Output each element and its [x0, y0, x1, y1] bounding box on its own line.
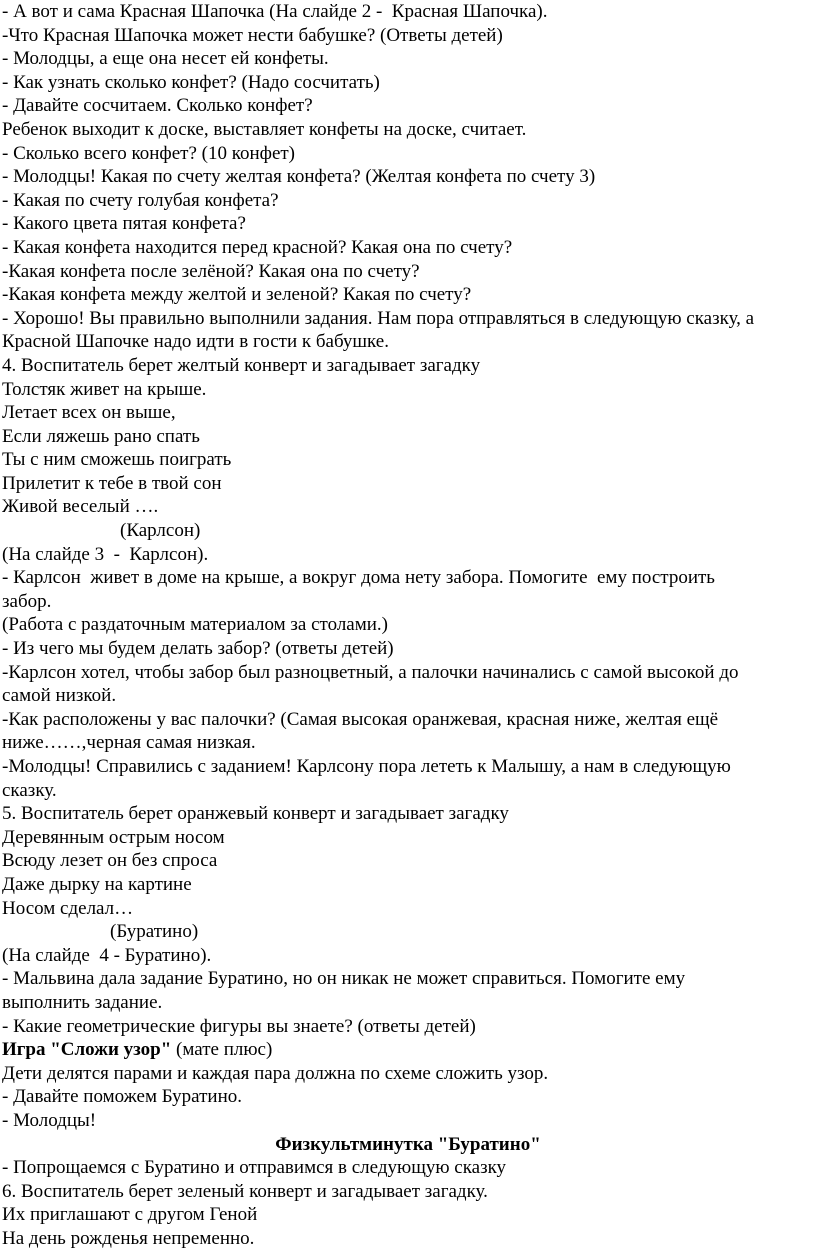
riddle-line: На день рожденья непременно.: [2, 1227, 255, 1249]
text-line: - Мальвина дала задание Буратино, но он никак не может справиться. Помогите ему: [2, 968, 686, 990]
text-line: - Карлсон живет в доме на крыше, а вокруг дома нету забора. Помогите ему построить: [2, 567, 715, 589]
text-line: - Давайте поможем Буратино.: [2, 1086, 242, 1108]
text-line: сказку.: [2, 779, 57, 801]
section-heading: Физкультминутка "Буратино": [275, 1133, 541, 1155]
text-line: -Как расположены у вас палочки? (Самая высокая оранжевая, красная ниже, желтая ещё: [2, 708, 719, 730]
text-line: (Работа с раздаточным материалом за столами.): [2, 614, 389, 636]
text-line: - Какие геометрические фигуры вы знаете? (ответы детей): [2, 1015, 476, 1037]
text-line: - Сколько всего конфет? (10 конфет): [2, 142, 296, 164]
text-line: 6. Воспитатель берет зеленый конверт и загадывает загадку.: [2, 1180, 488, 1202]
text-line: -Что Красная Шапочка может нести бабушке? (Ответы детей): [2, 24, 503, 46]
text-line: Красной Шапочке надо идти в гости к бабушке.: [2, 331, 389, 353]
riddle-line: Толстяк живет на крыше.: [2, 378, 207, 400]
game-note: (мате плюс): [171, 1039, 273, 1061]
text-line: - Попрощаемся с Буратино и отправимся в следующую сказку: [2, 1157, 507, 1179]
riddle-line: Всюду лезет он без спроса: [2, 850, 218, 872]
game-title: Игра "Сложи узор": [2, 1039, 172, 1061]
text-line: - Молодцы, а еще она несет ей конфеты.: [2, 48, 329, 70]
text-line: -Какая конфета после зелёной? Какая она по счету?: [2, 260, 420, 282]
text-line: - Из чего мы будем делать забор? (ответы детей): [2, 638, 394, 660]
text-line: 5. Воспитатель берет оранжевый конверт и загадывает загадку: [2, 803, 509, 825]
text-line: (На слайде 3 - Карлсон).: [2, 543, 209, 565]
text-line: - Какая по счету голубая конфета?: [2, 189, 279, 211]
text-line: - Молодцы! Какая по счету желтая конфета? (Желтая конфета по счету 3): [2, 166, 596, 188]
riddle-line: Даже дырку на картине: [2, 873, 192, 895]
text-line: -Какая конфета между желтой и зеленой? Какая по счету?: [2, 284, 472, 306]
text-line: -Карлсон хотел, чтобы забор был разноцветный, а палочки начинались с самой высокой до: [2, 661, 739, 683]
riddle-answer: (Буратино): [110, 921, 199, 943]
text-line: - Молодцы!: [2, 1109, 97, 1131]
text-line: Дети делятся парами и каждая пара должна по схеме сложить узор.: [2, 1062, 549, 1084]
riddle-line: Если ляжешь рано спать: [2, 425, 200, 447]
text-line: (На слайде 4 - Буратино).: [2, 944, 212, 966]
riddle-line: Их приглашают с другом Геной: [2, 1204, 258, 1226]
riddle-line: Прилетит к тебе в твой сон: [2, 472, 222, 494]
text-line: - Какого цвета пятая конфета?: [2, 213, 246, 235]
riddle-line: Носом сделал…: [2, 897, 134, 919]
text-line: - Давайте сосчитаем. Сколько конфет?: [2, 95, 313, 117]
text-line: - Хорошо! Вы правильно выполнили задания. Нам пора отправляться в следующую сказку, а: [2, 307, 755, 329]
riddle-line: Летает всех он выше,: [2, 402, 176, 424]
text-line: самой низкой.: [2, 685, 117, 707]
text-line: -Молодцы! Справились с заданием! Карлсону пора лететь к Малышу, а нам в следующую: [2, 756, 731, 777]
text-line: - Какая конфета находится перед красной? Какая она по счету?: [2, 236, 513, 258]
riddle-answer: (Карлсон): [120, 520, 201, 542]
text-line: Ребенок выходит к доске, выставляет конфеты на доске, считает.: [2, 118, 527, 140]
game-line: [2, 1038, 814, 1062]
text-line: забор.: [2, 590, 52, 612]
text-line: - А вот и сама Красная Шапочка (На слайде 2 - Красная Шапочка).: [2, 1, 548, 22]
riddle-line: Деревянным острым носом: [2, 826, 225, 848]
text-line: выполнить задание.: [2, 991, 163, 1013]
text-line: - Как узнать сколько конфет? (Надо сосчитать): [2, 71, 380, 93]
text-line: ниже……,черная самая низкая.: [2, 732, 256, 754]
text-line: 4. Воспитатель берет желтый конверт и загадывает загадку: [2, 354, 481, 376]
riddle-line: Живой веселый ….: [2, 496, 159, 518]
riddle-line: Ты с ним сможешь поиграть: [2, 449, 232, 471]
